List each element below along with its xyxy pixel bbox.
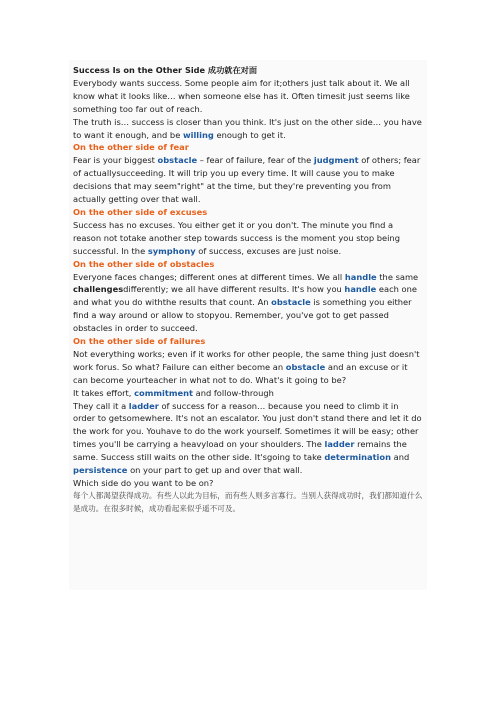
keyword-link[interactable]: ladder xyxy=(128,400,159,411)
text-run: of success for a reason… because you need to climb it in order to getsomewhere. It's not an escalator. You just don't stand there and let it do the work for you. Youhave to do the work yourself. Sometimes it will be easy; other times you'll be carrying a heavyload on your shoulders. The xyxy=(73,400,422,450)
paragraph xyxy=(73,400,423,477)
keyword-link[interactable]: obstacle xyxy=(157,155,198,166)
text-run: It takes effort, xyxy=(73,387,135,398)
keyword-link[interactable]: obstacle xyxy=(285,361,326,372)
text-run: The truth is… success is closer than you think. It's just on the other side… you have to want it enough, and be xyxy=(73,116,422,140)
keyword-link[interactable]: symphony xyxy=(147,245,196,256)
text-run: Not everything works; even if it works for other people, the same thing just doesn't work forus. So what? Failure can either become an xyxy=(73,348,420,372)
text-run: of others; fear of actuallysucceeding. It will trip you up every time. It will cause you to make decisions that may seem"right" at the time, but they're preventing you from actually getting over that wall. xyxy=(73,155,421,205)
paragraph xyxy=(73,77,423,116)
text-run: each one and what you do withthe results that count. An xyxy=(73,284,417,308)
text-run: remains the same. Success still waits on the other side. It'sgoing to take xyxy=(73,439,407,463)
keyword-link[interactable]: handle xyxy=(344,271,377,282)
article-body xyxy=(73,77,423,515)
section-heading xyxy=(73,258,423,271)
text-run: – fear of failure, fear of the xyxy=(197,155,314,166)
keyword-link[interactable]: ladder xyxy=(324,439,355,450)
text-run: On the other side of excuses xyxy=(73,206,208,217)
section-heading xyxy=(73,141,423,154)
text-run: Everyone faces changes; different ones at different times. We all xyxy=(73,271,345,282)
text-run: and xyxy=(391,452,410,463)
text-run: They call it a xyxy=(73,400,129,411)
paragraph xyxy=(73,154,423,206)
text-run: On the other side of fear xyxy=(73,142,189,153)
text-run: and follow-through xyxy=(192,387,274,398)
section-heading xyxy=(73,335,423,348)
text-run: 每个人都渴望获得成功。有些人以此为目标，而有些人则多言寡行。当别人获得成功时，我们都知道什么是成功。在很多时候，成功看起来似乎遥不可及。 xyxy=(73,490,423,513)
article-title: Success Is on the Other Side 成功就在对面 xyxy=(73,65,258,75)
text-run: of success, excuses are just noise. xyxy=(195,245,342,256)
chinese-paragraph xyxy=(73,490,423,515)
text-run: Which side do you want to be on? xyxy=(73,478,214,488)
keyword-link[interactable]: determination xyxy=(324,452,392,463)
bold-text: challenges xyxy=(73,284,124,295)
paragraph xyxy=(73,271,423,336)
text-run: differently; we all have different results. It's how you xyxy=(123,284,345,295)
keyword-link[interactable]: handle xyxy=(344,284,377,295)
text-run: On the other side of failures xyxy=(73,336,206,347)
paragraph xyxy=(73,219,423,258)
text-run: Fear is your biggest xyxy=(73,155,158,166)
paragraph xyxy=(73,348,423,387)
keyword-link[interactable]: judgment xyxy=(313,155,359,166)
text-run: enough to get it. xyxy=(213,129,286,140)
section-heading xyxy=(73,206,423,219)
paragraph xyxy=(73,477,423,490)
keyword-link[interactable]: persistence xyxy=(73,465,128,476)
text-run: Success has no excuses. You either get it or you don't. The minute you find a reason not totake another step towards success is the moment you stop being successful. In the xyxy=(73,219,400,256)
text-run: is something you either find a way around or allow to stopyou. Remember, you've got to get passed obstacles in order to succeed. xyxy=(73,297,412,334)
text-run: and an excuse or it can become yourteacher in what not to do. What's it going to be? xyxy=(73,361,408,385)
paragraph xyxy=(73,387,423,400)
text-run: On the other side of obstacles xyxy=(73,258,215,269)
paragraph xyxy=(73,116,423,142)
keyword-link[interactable]: willing xyxy=(182,129,214,140)
keyword-link[interactable]: obstacle xyxy=(271,297,311,308)
text-run: the same xyxy=(376,271,419,282)
text-run: Everybody wants success. Some people aim for it;others just talk about it. We all know what it looks like… when someone else has it. Often timesit just seems like something too far out of reach. xyxy=(73,77,410,114)
keyword-link[interactable]: commitment xyxy=(134,387,193,398)
text-run: on your part to get up and over that wall. xyxy=(127,465,303,476)
article xyxy=(73,64,423,515)
